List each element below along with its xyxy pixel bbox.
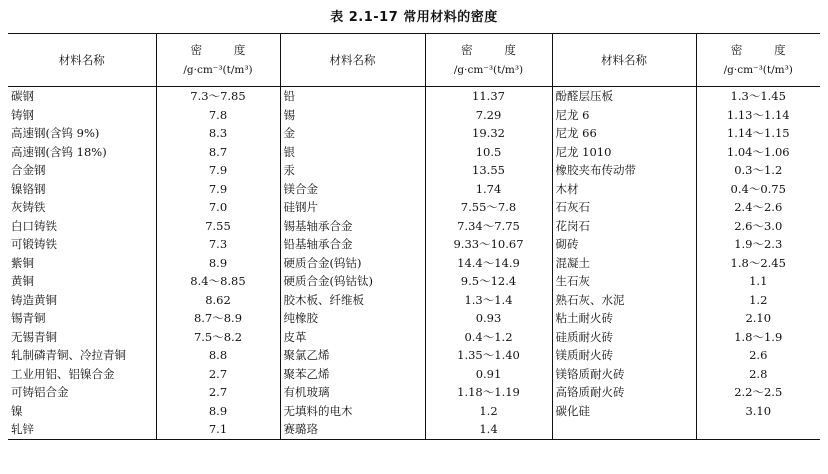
density-value-cell: 2.4～2.6: [734, 200, 783, 215]
material-name-cell: 金: [280, 124, 425, 143]
material-name-cell: 尼龙 6: [552, 106, 696, 125]
table-row: [8, 346, 820, 365]
table-row: [8, 217, 820, 236]
header-density-unit: /g·cm⁻³(t/m³): [723, 64, 793, 76]
material-name-cell: 镁合金: [280, 180, 425, 199]
density-value-cell: 1.8～1.9: [734, 329, 783, 344]
density-value-cell: 7.55: [156, 217, 280, 236]
material-name-cell: 锡青铜: [8, 309, 156, 328]
material-name-cell: 镍铬钢: [8, 180, 156, 199]
table-row: [8, 180, 820, 199]
density-value-cell: 7.3: [156, 235, 280, 254]
material-name-cell: 镁铬质耐火砖: [552, 365, 696, 384]
table-row: [8, 124, 820, 143]
header-row: [8, 34, 820, 87]
material-name-cell: 紫铜: [8, 254, 156, 273]
header-density-label: 密 度: [190, 43, 260, 57]
material-name-cell: 镁质耐火砖: [552, 346, 696, 365]
table-row: [8, 328, 820, 347]
density-value-cell: 9.33～10.67: [425, 235, 552, 254]
density-value-cell: 1.3～1.4: [425, 291, 552, 310]
density-value-cell: 7.34～7.75: [425, 217, 552, 236]
table-body: [8, 87, 820, 440]
material-name-cell: 银: [280, 143, 425, 162]
density-value-cell: 0.4～1.2: [425, 328, 552, 347]
material-name-cell: 熟石灰、水泥: [552, 291, 696, 310]
density-value-cell: 2.8: [749, 366, 768, 381]
material-name-cell: 高速钢(含钨 18%): [8, 143, 156, 162]
material-name-cell: 聚氯乙烯: [280, 346, 425, 365]
density-value-cell: 2.7: [156, 383, 280, 402]
density-value-cell: 8.8: [156, 346, 280, 365]
density-value-cell: 2.6～3.0: [734, 218, 783, 233]
table-row: [8, 365, 820, 384]
material-name-cell: 砌砖: [552, 235, 696, 254]
density-value-cell: 1.8～2.45: [730, 255, 786, 270]
density-value-cell: 0.93: [425, 309, 552, 328]
material-name-cell: 合金钢: [8, 161, 156, 180]
table-title: 表 2.1-17 常用材料的密度: [330, 10, 498, 25]
table-header: [8, 34, 820, 87]
density-value-cell: 2.7: [156, 365, 280, 384]
material-name-cell: 锡基轴承合金: [280, 217, 425, 236]
density-value-cell: 8.9: [156, 402, 280, 421]
density-value-cell: 0.4～0.75: [730, 181, 786, 196]
material-name-cell: 硅钢片: [280, 198, 425, 217]
material-name-cell: [552, 420, 696, 439]
material-name-cell: 高铬质耐火砖: [552, 383, 696, 402]
material-name-cell: 黄铜: [8, 272, 156, 291]
material-name-cell: 尼龙 66: [552, 124, 696, 143]
material-name-cell: 铅: [280, 87, 425, 106]
header-material-name-3: 材料名称: [552, 34, 696, 87]
table-row: [8, 161, 820, 180]
material-name-cell: 镍: [8, 402, 156, 421]
material-name-cell: 铸钢: [8, 106, 156, 125]
density-value-cell: 8.4～8.85: [156, 272, 280, 291]
table-row: [8, 420, 820, 439]
density-value-cell: 10.5: [425, 143, 552, 162]
header-density-unit: /g·cm⁻³(t/m³): [183, 64, 253, 76]
density-value-cell: 1.4: [425, 420, 552, 439]
header-density-unit: /g·cm⁻³(t/m³): [453, 64, 524, 76]
material-name-cell: 尼龙 1010: [552, 143, 696, 162]
density-value-cell: 1.18～1.19: [425, 383, 552, 402]
material-name-cell: 无填料的电木: [280, 402, 425, 421]
density-value-cell: 9.5～12.4: [425, 272, 552, 291]
material-name-cell: 轧制磷青铜、冷拉青铜: [8, 346, 156, 365]
density-value-cell: 8.3: [156, 124, 280, 143]
density-table: [8, 33, 820, 440]
density-value-cell: 19.32: [425, 124, 552, 143]
table-row: [8, 309, 820, 328]
density-value-cell: 7.0: [156, 198, 280, 217]
density-value-cell: 7.9: [156, 161, 280, 180]
material-name-cell: 纯橡胶: [280, 309, 425, 328]
material-name-cell: 木材: [552, 180, 696, 199]
density-value-cell: 7.55～7.8: [425, 198, 552, 217]
density-value-cell: 7.1: [156, 420, 280, 439]
density-value-cell: 11.37: [425, 87, 552, 106]
material-name-cell: 灰铸铁: [8, 198, 156, 217]
material-name-cell: 花岗石: [552, 217, 696, 236]
density-value-cell: 8.7: [156, 143, 280, 162]
table-row: [8, 291, 820, 310]
material-name-cell: 橡胶夹布传动带: [552, 161, 696, 180]
material-name-cell: 石灰石: [552, 198, 696, 217]
material-name-cell: 赛璐珞: [280, 420, 425, 439]
density-value-cell: 1.2: [425, 402, 552, 421]
density-value-cell: 2.6: [749, 348, 768, 363]
material-name-cell: 碳化硅: [552, 402, 696, 421]
material-name-cell: 酚醛层压板: [552, 87, 696, 106]
header-density-3: [696, 34, 820, 87]
table-row: [8, 235, 820, 254]
density-value-cell: 0.91: [425, 365, 552, 384]
density-value-cell: 8.9: [156, 254, 280, 273]
header-density-1: [156, 34, 280, 87]
density-value-cell: 1.9～2.3: [734, 237, 783, 252]
density-value-cell: 3.10: [745, 403, 772, 418]
table-row: [8, 402, 820, 421]
header-density-label: 密 度: [461, 43, 530, 57]
density-value-cell: 1.74: [425, 180, 552, 199]
table-row: [8, 87, 820, 106]
table-row: [8, 383, 820, 402]
density-value-cell: 0.3～1.2: [734, 163, 783, 178]
density-value-cell: 1.04～1.06: [726, 144, 790, 159]
density-value-cell: 8.7～8.9: [156, 309, 280, 328]
material-name-cell: 可铸铝合金: [8, 383, 156, 402]
density-value-cell: 7.29: [425, 106, 552, 125]
material-name-cell: 轧锌: [8, 420, 156, 439]
density-value-cell: 8.62: [156, 291, 280, 310]
material-name-cell: 铅基轴承合金: [280, 235, 425, 254]
material-name-cell: 白口铸铁: [8, 217, 156, 236]
material-name-cell: 硬质合金(钨钴钛): [280, 272, 425, 291]
header-material-name-1: 材料名称: [8, 34, 156, 87]
material-name-cell: 锡: [280, 106, 425, 125]
material-name-cell: 粘土耐火砖: [552, 309, 696, 328]
header-material-name-2: 材料名称: [280, 34, 425, 87]
material-name-cell: 有机玻璃: [280, 383, 425, 402]
table-row: [8, 272, 820, 291]
density-value-cell: [696, 420, 820, 439]
material-name-cell: 汞: [280, 161, 425, 180]
material-name-cell: 胶木板、纤维板: [280, 291, 425, 310]
density-value-cell: 1.13～1.14: [726, 107, 790, 122]
material-name-cell: 工业用铝、铝镍合金: [8, 365, 156, 384]
table-row: [8, 254, 820, 273]
density-value-cell: 7.5～8.2: [156, 328, 280, 347]
material-name-cell: 铸造黄铜: [8, 291, 156, 310]
density-value-cell: 2.2～2.5: [734, 385, 783, 400]
material-name-cell: 生石灰: [552, 272, 696, 291]
material-name-cell: 可锻铸铁: [8, 235, 156, 254]
material-name-cell: 硅质耐火砖: [552, 328, 696, 347]
density-value-cell: 14.4～14.9: [425, 254, 552, 273]
density-value-cell: 13.55: [425, 161, 552, 180]
density-value-cell: 1.1: [749, 274, 768, 289]
density-value-cell: 7.9: [156, 180, 280, 199]
material-name-cell: 碳钢: [8, 87, 156, 106]
material-name-cell: 皮革: [280, 328, 425, 347]
header-density-label: 密 度: [730, 43, 800, 57]
density-value-cell: 1.3～1.45: [730, 89, 786, 104]
density-value-cell: 7.3～7.85: [156, 87, 280, 106]
material-name-cell: 混凝土: [552, 254, 696, 273]
density-value-cell: 1.35～1.40: [425, 346, 552, 365]
density-value-cell: 2.10: [745, 311, 772, 326]
density-value-cell: 1.2: [749, 292, 768, 307]
table-row: [8, 106, 820, 125]
material-name-cell: 高速钢(含钨 9%): [8, 124, 156, 143]
material-name-cell: 聚苯乙烯: [280, 365, 425, 384]
material-name-cell: 硬质合金(钨钴): [280, 254, 425, 273]
density-value-cell: 7.8: [156, 106, 280, 125]
material-name-cell: 无锡青铜: [8, 328, 156, 347]
table-row: [8, 198, 820, 217]
table-row: [8, 143, 820, 162]
header-density-2: [425, 34, 552, 87]
density-value-cell: 1.14～1.15: [726, 126, 790, 141]
